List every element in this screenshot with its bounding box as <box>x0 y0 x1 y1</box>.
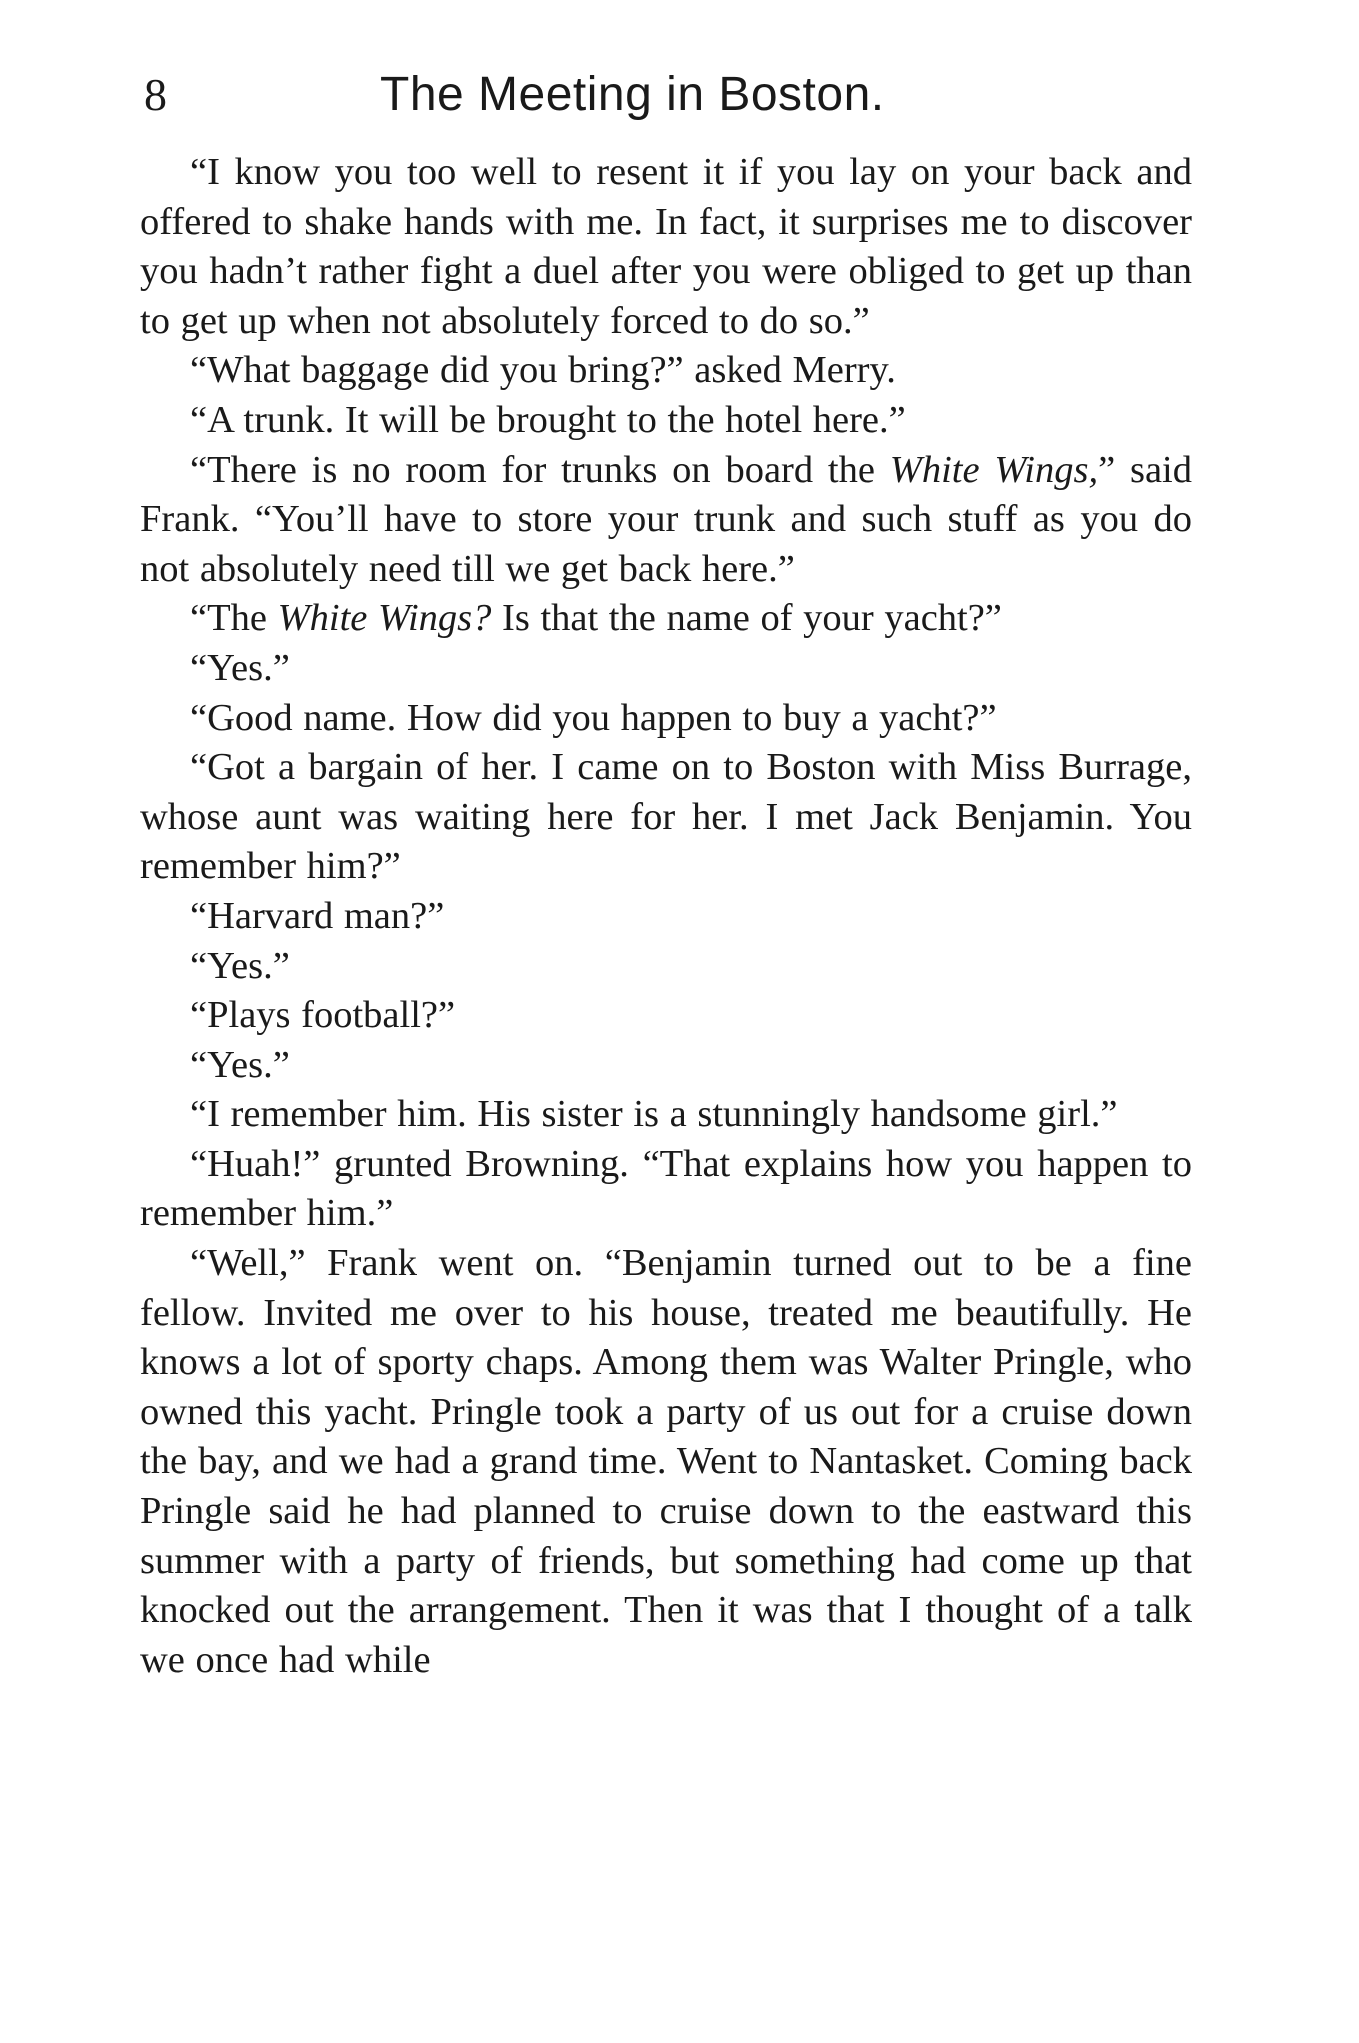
paragraph: “Well,” Frank went on. “Benjamin turned out to be a fine fellow. Invited me over to his house, treated me beautifully. He knows a lot of sporty chaps. Among them was Walter Pringle, who owned this yacht. Pringle took a party of us out for a cruise down the bay, and we had a grand time. Went to Nantasket. Coming back Pringle said he had planned to cruise down to the eastward this summer with a party of friends, but something had come up that knocked out the arrangement. Then it was that I thought of a talk we once had while <box>140 1242 1192 1681</box>
paragraph-text: “There is no room for trunks on board the <box>190 448 890 491</box>
paragraph <box>140 446 1192 595</box>
paragraph: “I remember him. His sister is a stunningly handsome girl.” <box>190 1093 1118 1136</box>
paragraph: “Good name. How did you happen to buy a yacht?” <box>190 696 997 739</box>
yacht-name-italic: White Wings, <box>889 448 1099 491</box>
paragraph: “I know you too well to resent it if you lay on your back and offered to shake hands with me. In fact, it surprises me to discover you hadn’t rather fight a duel after you were obliged to get up than to get up when not absolutely forced to do so.” <box>140 151 1192 342</box>
paragraph: “Huah!” grunted Browning. “That explains how you happen to remember him.” <box>140 1142 1192 1235</box>
body-text <box>140 148 1192 1685</box>
paragraph-text: “The <box>190 597 278 640</box>
paragraph-text: ” said Frank. “You’ll have to store your trunk and such stuff as you do not absolutely need till we get back here.” <box>140 448 1192 590</box>
paragraph-text: Is that the name of your yacht?” <box>491 597 1002 640</box>
paragraph: “Got a bargain of her. I came on to Boston with Miss Burrage, whose aunt was waiting here for her. I met Jack Benjamin. You remember him?” <box>140 746 1192 888</box>
running-title: The Meeting in Boston. <box>380 68 885 121</box>
paragraph: “What baggage did you bring?” asked Merry. <box>190 349 896 392</box>
yacht-name-italic: White Wings? <box>277 597 492 640</box>
paragraph: “A trunk. It will be brought to the hotel here.” <box>190 398 906 441</box>
paragraph: “Harvard man?” <box>190 894 445 937</box>
paragraph <box>140 594 1192 644</box>
paragraph: “Yes.” <box>190 1043 290 1086</box>
page-number: 8 <box>144 69 167 120</box>
page-header <box>140 60 1192 130</box>
paragraph: “Plays football?” <box>190 994 456 1037</box>
paragraph: “Yes.” <box>190 944 290 987</box>
paragraph: “Yes.” <box>190 646 290 689</box>
book-page <box>140 60 1192 1685</box>
